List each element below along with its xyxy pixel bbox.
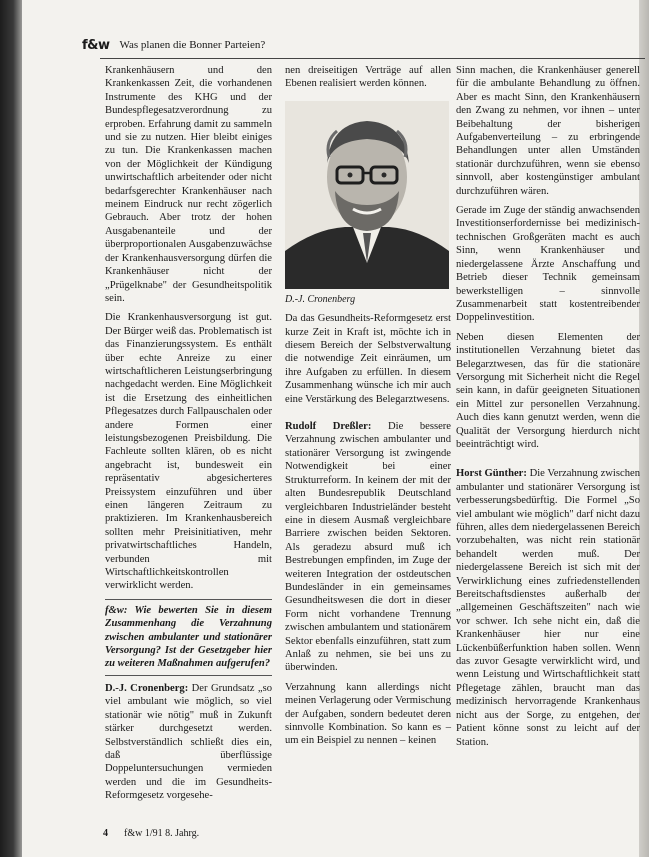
- paragraph: Sinn machen, die Krankenhäuser generell für die ambulante Behandlung zu öffnen. Aber es macht Sinn, den Krankenhäusern den Zwang zu nehmen, vor ihnen – unter Beibehaltung der bisherigen Aufgabenverteilung – zu erbringende Behandlungen unter allen Umständen stationär durchzuführen, wenn sie ebenso sinnvoll, aber kostengünstiger ambulant durchzuführen wären.: [456, 65, 640, 197]
- page-footer: [103, 828, 199, 839]
- paragraph: Neben diesen Elementen der institutionellen Verzahnung bietet das Belegarztwesen, das für die stationäre Versorgung mit Sicherheit nicht die Regel sein kann, in dafür geeigneten Situationen ein Mittel zur personellen Verzahnung. Auch dies kann genutzt werden, wenn die Qualität der Versorgung hierdurch nicht beeinträchtigt wird.: [456, 331, 640, 450]
- speaker-name: Horst Günther:: [456, 468, 527, 480]
- answer-paragraph: [456, 467, 640, 749]
- answer-paragraph: [105, 682, 272, 803]
- photo-caption: D.-J. Cronenberg: [285, 293, 356, 305]
- column-2: [285, 64, 451, 754]
- paragraph: Krankenhäusern und den Krankenkassen Zeit, die vorhandenen Instrumente des KHG und der Bundespflegesatzverordnung zu erproben. Erfahrung damit zu sammeln und sie zu nutzen. Hier bleibt einiges zu tun. Die Krankenkassen machen von der Möglichkeit der Kündigung unwirtschaftlich arbeitender oder nicht bedarfsgerechter Krankenhäuser nach meinem Eindruck nur recht zögerlich Gebrauch. Aber trotz der hohen Ausgabenanteile und der überproportionalen Ausgabenzuwächse der Krankenhausversorgung dürfen die Krankenhäuser nicht der „Prügelknabe" der Gesundheitspolitik sein.: [105, 65, 272, 304]
- speaker-name: D.-J. Cronenberg:: [105, 682, 189, 694]
- paragraph: nen dreiseitigen Verträge auf allen Ebenen realisiert werden können.: [285, 65, 451, 90]
- header-rule: [100, 58, 645, 59]
- answer-text: Die Verzahnung zwischen ambulanter und stationärer Versorgung ist verbesserungsbedürftig. Die Formel „So viel ambulant wie möglich" darf nicht dazu führen, alles dem niedergelassenen Bereich vorzubehalten, was nicht rein stationär behandelt werden muß. Der niedergelassene Bereich ist sich mit der Verwirklichung eines zufriedenstellenden Bereitschaftsdienstes außerhalb der „allgemeinen Geschäftszeiten" nach wie vor schwer. Ich sehe nicht ein, daß die Krankenhäuser hier nur eine Lückenbüßerfunktion haben sollen. Wenn das zuvor Gesagte verwirklicht wird, und wenn Leistung und Wirtschaftlichkeit statt Pflegetage zählen, braucht man das medizinisch hervorragende Krankenhaus nicht aus der Sorge, zu entgehen, der Patient könne sonst zu leicht auf der Station.: [456, 468, 640, 748]
- paragraph: Gerade im Zuge der ständig anwachsenden Investitionserfordernisse bei medizinisch-technischen Großgeräten macht es auch Sinn, wenn Krankenhäuser und niedergelassene Ärzte Anschaffung und Betrieb dieser Technik gemeinsam bewerkstelligen – sinnvolle Zusammenarbeit statt kostentreibender Doppelinvestition.: [456, 205, 640, 324]
- paragraph: Die Krankenhausversorgung ist gut. Der Bürger weiß das. Problematisch ist das Finanzierungssystem. Es enthält über echte Anreize zu einer wirtschaftlicheren Leistungserbringung nachgedacht werden. Eine Möglichkeit ist die Ersetzung des einheitlichen Pflegesatzes durch Fallpauschalen oder andere Formen einer leistungsbezogenen Preisbildung. Die Fachleute sollten klären, ob es nicht angebracht ist, bundesweit ein repräsentativ abgesicherteres Preissystem einzuführen und über einen längeren Zeitraum zu praktizieren. Im Krankenhausbereich sollten mehr Preisinitiativen, mehr privatwirtschaftliches Handeln, verbunden mit Wirtschaftlichkeitskontrollen verwirklicht werden.: [105, 312, 272, 592]
- paragraph: Da das Gesundheits-Reformgesetz erst kurze Zeit in Kraft ist, möchte ich in diesem Bereich der Selbstverwaltung die notwendige Zeit einräumen, um ihre Aufgaben zu erfüllen. In diesem Zusammenhang wünsche ich mir auch eine Verstärkung des Belegarztwesens.: [285, 313, 451, 405]
- running-header: [82, 34, 642, 56]
- section-title: Was planen die Bonner Parteien?: [119, 39, 266, 51]
- interview-question: f&w: Wie bewerten Sie in diesem Zusammenhang die Verzahnung zwischen ambulanter und stationärer Versorgung? Ist der Gesetzgeber hier zu weiteren Maßnahmen aufgerufen?: [105, 599, 272, 676]
- column-1: [105, 64, 272, 809]
- paragraph: Verzahnung kann allerdings nicht meinen Verlagerung oder Vermischung der Aufgaben, sondern bedeutet deren sinnvolle Kombination. So kann es – um ein Beispiel zu nennen – keinen: [285, 681, 451, 747]
- column-3: [456, 64, 640, 755]
- answer-text: Der Grundsatz „so viel ambulant wie möglich, so viel stationär wie nötig" muß in Zukunft stärker durchgesetzt werden. Selbstverständlich schließt dies ein, daß überflüssige Doppeluntersuchungen vermieden werden und die im Gesundheits-Reformgesetz vorgesehe-: [105, 682, 273, 802]
- magazine-logo: f&w: [82, 37, 110, 53]
- page-number: 4: [103, 828, 108, 839]
- speaker-name: Rudolf Dreßler:: [285, 421, 372, 433]
- page-edge: [639, 0, 649, 857]
- portrait-photo: [285, 101, 449, 289]
- answer-text: Die bessere Verzahnung zwischen ambulanter und stationärer Versorgung ist zwingende Notwendigkeit bei einer Strukturreform. In keinem der mit der alten Bundesrepublik Deutschland vergleichbaren Industrieländer besteht eine in diesem Ausmaß vergleichbare Barriere zwischen beiden Sektoren. Als geradezu absurd muß ich Bestrebungen empfinden, im Zuge der weiteren Integration der ostdeutschen Bundesländer in ein gemeinsames Gesundheitswesen die dort in dieser Form nicht vorhandene Trennung zwischen ambulantem und stationärem Sektor ebenfalls einzuführen, statt zum Anlaß zu nehmen, sie bei uns zu überwinden.: [285, 421, 452, 674]
- answer-paragraph: [285, 420, 451, 675]
- binding-shadow: [0, 0, 22, 857]
- issue-info: f&w 1/91 8. Jahrg.: [124, 828, 200, 839]
- portrait-image: [285, 101, 449, 289]
